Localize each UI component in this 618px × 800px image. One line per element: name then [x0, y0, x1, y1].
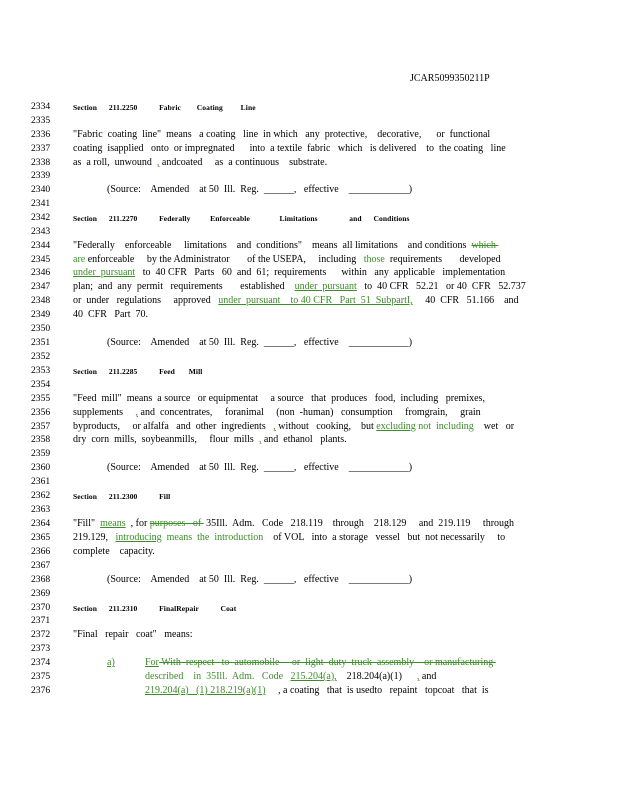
line-number: 2353	[31, 365, 51, 376]
inserted-text: 218.219(a)(1)	[207, 685, 266, 696]
line-number: 2350	[31, 323, 51, 334]
line-number: 2352	[31, 351, 51, 362]
definition-text: "Federally enforceable limitations and conditions" means all limitations and conditions which	[73, 240, 499, 251]
line-number: 2340	[31, 184, 51, 195]
line-number: 2356	[31, 407, 51, 418]
line-number: 2364	[31, 518, 51, 529]
line-number: 2365	[31, 532, 51, 543]
inserted-text: ,	[135, 407, 138, 418]
source-note: (Source: Amended at 50 Ill. Reg. ______, effective ____________)	[107, 574, 413, 585]
definition-text: as a roll, unwound , andcoated as a continuous substrate.	[73, 157, 328, 168]
line-number: 2351	[31, 337, 51, 348]
line-number: 2376	[31, 685, 51, 696]
section-heading: Section 211.2300 Fill	[73, 492, 171, 501]
definition-text: "Fabric coating line" means a coating line in which any protective, decorative, or functional	[73, 129, 491, 140]
inserted-text: under pursuant	[294, 281, 357, 292]
inserted-text: a)	[107, 657, 115, 668]
inserted-text: ,	[416, 671, 420, 682]
line-number: 2358	[31, 434, 51, 445]
line-number: 2347	[31, 281, 51, 292]
inserted-text: those	[363, 254, 385, 265]
source-note: (Source: Amended at 50 Ill. Reg. ______, effective ____________)	[107, 337, 413, 348]
line-number: 2337	[31, 143, 51, 154]
line-number: 2345	[31, 254, 51, 265]
document-code: JCAR5099350211P	[410, 73, 490, 84]
line-number: 2373	[31, 643, 51, 654]
definition-text: 219.129, introducing means the introduction of VOL into a storage vessel but not necessarily to	[73, 532, 506, 543]
subsection-label	[107, 657, 115, 669]
definition-text: "Feed mill" means a source or equipmentat a source that produces food, including premixes,	[73, 393, 485, 404]
line-number: 2339	[31, 170, 51, 181]
definition-text	[145, 657, 496, 669]
inserted-text: ,	[258, 434, 262, 445]
line-number: 2342	[31, 212, 51, 223]
line-number: 2375	[31, 671, 51, 682]
inserted-text: 215.204(a),	[290, 671, 337, 682]
definition-text: coating isapplied onto or impregnated into a textile fabric which is delivered to the coating line	[73, 143, 506, 154]
definition-text: described in 35Ill. Adm. Code 215.204(a), 218.204(a)(1) , and	[145, 671, 437, 682]
line-number: 2367	[31, 560, 51, 571]
definition-text: 40 CFR Part 70.	[73, 309, 149, 320]
definition-text: byproducts, or alfalfa and other ingredients , without cooking, but excluding not including wet or	[73, 421, 515, 432]
line-number: 2343	[31, 226, 51, 237]
deleted-text: purposes of	[149, 518, 204, 529]
inserted-text: For	[145, 657, 159, 668]
inserted-text: ,	[273, 421, 276, 432]
section-heading: Section 211.2285 Feed Mill	[73, 367, 203, 376]
line-number: 2335	[31, 115, 51, 126]
deleted-text: which	[471, 240, 499, 251]
line-number: 2336	[31, 129, 51, 140]
section-heading: Section 211.2250 Fabric Coating Line	[73, 103, 256, 112]
inserted-text: means the introduction	[161, 532, 264, 543]
line-number: 2360	[31, 462, 51, 473]
line-number: 2334	[31, 101, 51, 112]
line-number: 2348	[31, 295, 51, 306]
line-number: 2374	[31, 657, 51, 668]
definition-text: are enforceable by the Administrator of the USEPA, including those requirements developed	[73, 254, 501, 265]
inserted-text: ,	[156, 157, 160, 168]
line-number: 2344	[31, 240, 51, 251]
inserted-text: under pursuant	[73, 267, 136, 278]
definition-text: "Fill" means , for purposes of 35Ill. Adm. Code 218.119 through 218.129 and 219.119 through	[73, 518, 515, 529]
inserted-text: not including	[415, 421, 474, 432]
line-number: 2368	[31, 574, 51, 585]
section-heading: Section 211.2310 FinalRepair Coat	[73, 604, 237, 613]
inserted-text: are	[73, 254, 86, 265]
definition-text: complete capacity.	[73, 546, 155, 557]
line-number: 2359	[31, 448, 51, 459]
line-number: 2355	[31, 393, 51, 404]
definition-text: under pursuant to 40 CFR Parts 60 and 61; requirements within any applicable implementation	[73, 267, 506, 278]
line-number: 2349	[31, 309, 51, 320]
line-number: 2366	[31, 546, 51, 557]
inserted-text: introducing	[115, 532, 162, 543]
definition-text: or under regulations approved under pursuant to 40 CFR Part 51 SubpartI, 40 CFR 51.166 and	[73, 295, 519, 306]
line-number: 2354	[31, 379, 51, 390]
line-number: 2370	[31, 602, 51, 613]
inserted-text: excluding	[376, 421, 416, 432]
inserted-text: 219.204(a) (1)	[145, 685, 208, 696]
definition-text: dry corn mills, soybeanmills, flour mills , and ethanol plants.	[73, 434, 347, 445]
section-heading: Section 211.2270 Federally Enforceable Limitations and Conditions	[73, 214, 410, 223]
line-number: 2346	[31, 267, 51, 278]
source-note: (Source: Amended at 50 Ill. Reg. ______, effective ____________)	[107, 462, 413, 473]
deleted-text: With respect to automobile or light duty truck assembly or manufacturing	[158, 657, 496, 668]
line-number: 2357	[31, 421, 51, 432]
definition-text: 219.204(a) (1) 218.219(a)(1) , a coating that is usedto repaint topcoat that is	[145, 685, 489, 696]
line-number: 2361	[31, 476, 51, 487]
definition-text: supplements , and concentrates, foranimal (non -human) consumption fromgrain, grain	[73, 407, 481, 418]
source-note: (Source: Amended at 50 Ill. Reg. ______, effective ____________)	[107, 184, 413, 195]
line-number: 2362	[31, 490, 51, 501]
definition-text: plan; and any permit requirements established under pursuant to 40 CFR 52.21 or 40 CFR 52.737	[73, 281, 526, 292]
line-number: 2363	[31, 504, 51, 515]
line-number: 2369	[31, 588, 51, 599]
line-number: 2371	[31, 615, 51, 626]
inserted-text: described in 35Ill. Adm. Code	[145, 671, 291, 682]
line-number: 2341	[31, 198, 51, 209]
definition-text: "Final repair coat" means:	[73, 629, 193, 640]
line-number: 2338	[31, 157, 51, 168]
line-number: 2372	[31, 629, 51, 640]
inserted-text: under pursuant to 40 CFR Part 51 SubpartI,	[218, 295, 413, 306]
inserted-text: means	[100, 518, 126, 529]
